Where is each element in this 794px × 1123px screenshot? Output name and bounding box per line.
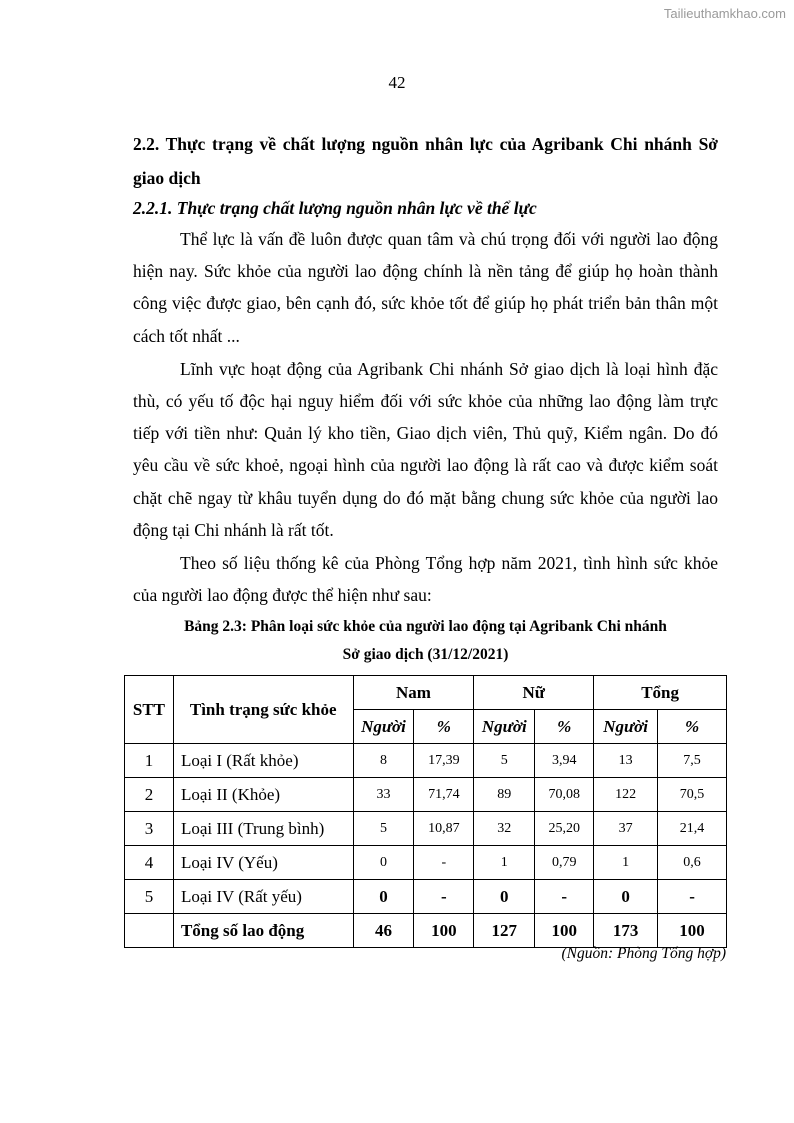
table-row — [125, 778, 727, 812]
subheader-people: Người — [594, 710, 658, 744]
cell-stt-empty — [125, 914, 174, 948]
cell-total-count: 1 — [594, 846, 658, 880]
cell-female-percent: 25,20 — [535, 812, 594, 846]
cell-status: Loại III (Trung bình) — [173, 812, 353, 846]
header-stt: STT — [125, 676, 174, 744]
cell-total-percent: 21,4 — [658, 812, 727, 846]
cell-male-count: 8 — [353, 744, 414, 778]
cell-total-percent: 70,5 — [658, 778, 727, 812]
section-heading: 2.2. Thực trạng về chất lượng nguồn nhân lực của Agribank Chi nhánh Sở giao dịch — [133, 134, 718, 188]
cell-female-percent: 3,94 — [535, 744, 594, 778]
cell-total-count: 13 — [594, 744, 658, 778]
header-female: Nữ — [474, 676, 594, 710]
subheader-people: Người — [353, 710, 414, 744]
cell-male-percent: 71,74 — [414, 778, 474, 812]
cell-male-count: 5 — [353, 812, 414, 846]
cell-male-percent: 10,87 — [414, 812, 474, 846]
cell-female-percent: 100 — [535, 914, 594, 948]
cell-female-count: 32 — [474, 812, 535, 846]
cell-female-count: 89 — [474, 778, 535, 812]
cell-male-count: 0 — [353, 880, 414, 914]
cell-female-count: 127 — [474, 914, 535, 948]
table-header-row — [125, 676, 727, 710]
cell-male-percent: - — [414, 846, 474, 880]
cell-stt: 2 — [125, 778, 174, 812]
table-row — [125, 880, 727, 914]
health-classification-table — [124, 675, 727, 948]
cell-female-percent: 0,79 — [535, 846, 594, 880]
table-total-row — [125, 914, 727, 948]
cell-female-percent: - — [535, 880, 594, 914]
cell-total-count: 37 — [594, 812, 658, 846]
header-total: Tổng — [594, 676, 727, 710]
cell-total-percent: - — [658, 880, 727, 914]
cell-status: Loại IV (Yếu) — [173, 846, 353, 880]
cell-male-count: 33 — [353, 778, 414, 812]
cell-total-label: Tổng số lao động — [173, 914, 353, 948]
cell-total-percent: 0,6 — [658, 846, 727, 880]
subheader-percent: % — [414, 710, 474, 744]
cell-stt: 4 — [125, 846, 174, 880]
cell-female-percent: 70,08 — [535, 778, 594, 812]
table-caption — [133, 613, 718, 669]
cell-male-count: 0 — [353, 846, 414, 880]
cell-male-count: 46 — [353, 914, 414, 948]
cell-total-percent: 7,5 — [658, 744, 727, 778]
paragraph-3: Theo số liệu thống kê của Phòng Tổng hợp năm 2021, tình hình sức khỏe của người lao động được thể hiện như sau: — [133, 553, 718, 606]
subheader-percent: % — [535, 710, 594, 744]
page-number: 42 — [388, 73, 406, 92]
source-note: (Nguồn: Phòng Tổng hợp) — [561, 945, 726, 962]
cell-female-count: 0 — [474, 880, 535, 914]
table-caption-line-1: Bảng 2.3: Phân loại sức khỏe của người lao động tại Agribank Chi nhánh — [184, 618, 667, 636]
document-body — [133, 127, 718, 669]
header-health-status: Tình trạng sức khỏe — [173, 676, 353, 744]
subsection-heading: 2.2.1. Thực trạng chất lượng nguồn nhân lực về thể lực — [133, 198, 537, 218]
cell-female-count: 1 — [474, 846, 535, 880]
paragraph-1: Thể lực là vấn đề luôn được quan tâm và chú trọng đối với người lao động hiện nay. Sức khỏe của người lao động chính là nền tảng để giúp họ hoàn thành công việc được giao, bên cạnh đó, sức khỏe tốt để giúp họ phát triển bản thân một cách tốt nhất ... — [133, 229, 718, 346]
cell-stt: 5 — [125, 880, 174, 914]
header-male: Nam — [353, 676, 474, 710]
subheader-people: Người — [474, 710, 535, 744]
table-caption-line-2: Sở giao dịch (31/12/2021) — [342, 646, 509, 664]
cell-total-percent: 100 — [658, 914, 727, 948]
table-row — [125, 812, 727, 846]
paragraph-2: Lĩnh vực hoạt động của Agribank Chi nhánh Sở giao dịch là loại hình đặc thù, có yếu tố độc hại nguy hiểm đối với sức khỏe của những lao động làm trực tiếp với tiền như: Quản lý kho tiền, Giao dịch viên, Thủ quỹ, Kiểm ngân. Do đó yêu cầu về sức khoẻ, ngoại hình của người lao động là rất cao và được kiểm soát chặt chẽ ngay từ khâu tuyển dụng do đó mặt bằng chung sức khỏe của người lao động tại Chi nhánh là rất tốt. — [133, 358, 718, 540]
cell-male-percent: 17,39 — [414, 744, 474, 778]
cell-status: Loại I (Rất khỏe) — [173, 744, 353, 778]
cell-stt: 1 — [125, 744, 174, 778]
cell-total-count: 122 — [594, 778, 658, 812]
subheader-percent: % — [658, 710, 727, 744]
cell-stt: 3 — [125, 812, 174, 846]
cell-total-count: 173 — [594, 914, 658, 948]
cell-female-count: 5 — [474, 744, 535, 778]
table-row — [125, 744, 727, 778]
cell-status: Loại II (Khỏe) — [173, 778, 353, 812]
table-row — [125, 846, 727, 880]
cell-male-percent: 100 — [414, 914, 474, 948]
watermark: Tailieuthamkhao.com — [663, 6, 786, 21]
cell-total-count: 0 — [594, 880, 658, 914]
cell-male-percent: - — [414, 880, 474, 914]
cell-status: Loại IV (Rất yếu) — [173, 880, 353, 914]
